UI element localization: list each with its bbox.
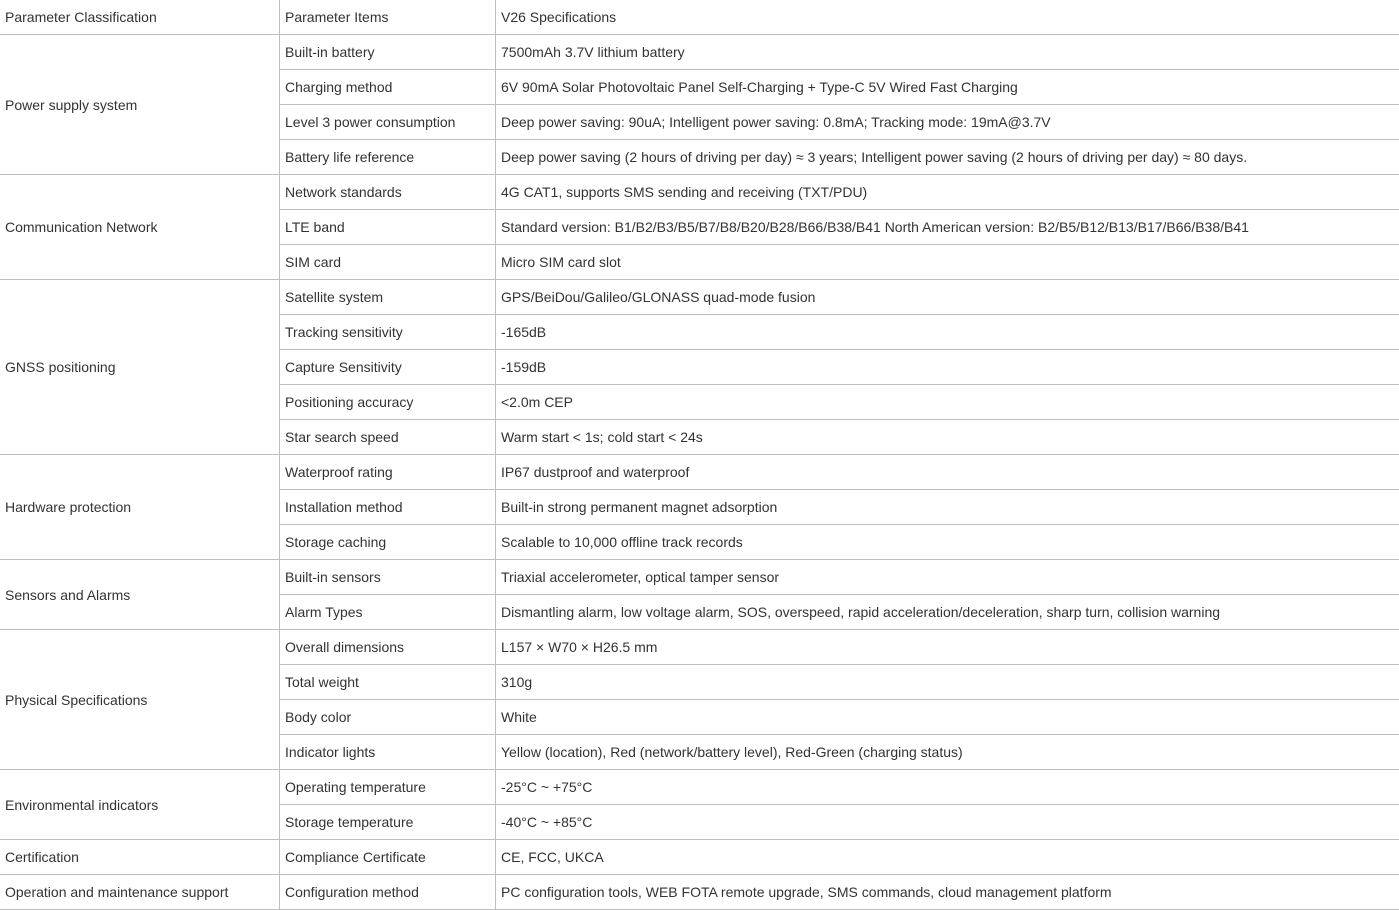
- item-cell: Network standards: [280, 175, 496, 210]
- item-cell: LTE band: [280, 210, 496, 245]
- item-cell: Indicator lights: [280, 735, 496, 770]
- item-cell: Storage temperature: [280, 805, 496, 840]
- item-cell: Star search speed: [280, 420, 496, 455]
- category-cell: GNSS positioning: [0, 280, 280, 455]
- spec-cell: 4G CAT1, supports SMS sending and receiving (TXT/PDU): [496, 175, 1399, 210]
- spec-cell: White: [496, 700, 1399, 735]
- item-cell: Alarm Types: [280, 595, 496, 630]
- spec-cell: Built-in strong permanent magnet adsorption: [496, 490, 1399, 525]
- header-items: Parameter Items: [280, 0, 496, 35]
- spec-cell: -159dB: [496, 350, 1399, 385]
- spec-cell: PC configuration tools, WEB FOTA remote upgrade, SMS commands, cloud management platform: [496, 875, 1399, 910]
- item-cell: Level 3 power consumption: [280, 105, 496, 140]
- spec-cell: IP67 dustproof and waterproof: [496, 455, 1399, 490]
- category-cell: Communication Network: [0, 175, 280, 280]
- spec-cell: Micro SIM card slot: [496, 245, 1399, 280]
- item-cell: Overall dimensions: [280, 630, 496, 665]
- spec-cell: -25°C ~ +75°C: [496, 770, 1399, 805]
- spec-cell: Scalable to 10,000 offline track records: [496, 525, 1399, 560]
- item-cell: Body color: [280, 700, 496, 735]
- table-row: [0, 875, 1399, 910]
- header-classification: Parameter Classification: [0, 0, 280, 35]
- item-cell: Waterproof rating: [280, 455, 496, 490]
- item-cell: Configuration method: [280, 875, 496, 910]
- spec-cell: 6V 90mA Solar Photovoltaic Panel Self-Charging + Type-C 5V Wired Fast Charging: [496, 70, 1399, 105]
- item-cell: Tracking sensitivity: [280, 315, 496, 350]
- table-row: [0, 280, 1399, 315]
- item-cell: Capture Sensitivity: [280, 350, 496, 385]
- spec-cell: 7500mAh 3.7V lithium battery: [496, 35, 1399, 70]
- category-cell: Physical Specifications: [0, 630, 280, 770]
- table-row: [0, 175, 1399, 210]
- item-cell: SIM card: [280, 245, 496, 280]
- item-cell: Compliance Certificate: [280, 840, 496, 875]
- category-cell: Operation and maintenance support: [0, 875, 280, 910]
- spec-cell: -165dB: [496, 315, 1399, 350]
- category-cell: Certification: [0, 840, 280, 875]
- table-row: [0, 840, 1399, 875]
- spec-cell: <2.0m CEP: [496, 385, 1399, 420]
- item-cell: Built-in battery: [280, 35, 496, 70]
- table-row: [0, 455, 1399, 490]
- table-row: [0, 560, 1399, 595]
- item-cell: Storage caching: [280, 525, 496, 560]
- item-cell: Operating temperature: [280, 770, 496, 805]
- spec-cell: Deep power saving: 90uA; Intelligent power saving: 0.8mA; Tracking mode: 19mA@3.7V: [496, 105, 1399, 140]
- spec-cell: Deep power saving (2 hours of driving per day) ≈ 3 years; Intelligent power saving (2 hours of driving per day) ≈ 80 days.: [496, 140, 1399, 175]
- spec-cell: Yellow (location), Red (network/battery level), Red-Green (charging status): [496, 735, 1399, 770]
- item-cell: Built-in sensors: [280, 560, 496, 595]
- item-cell: Charging method: [280, 70, 496, 105]
- spec-cell: Dismantling alarm, low voltage alarm, SOS, overspeed, rapid acceleration/deceleration, sharp turn, collision warning: [496, 595, 1399, 630]
- category-cell: Environmental indicators: [0, 770, 280, 840]
- spec-cell: Standard version: B1/B2/B3/B5/B7/B8/B20/B28/B66/B38/B41 North American version: B2/B5/B12/B13/B17/B66/B38/B41: [496, 210, 1399, 245]
- item-cell: Satellite system: [280, 280, 496, 315]
- table-row: [0, 770, 1399, 805]
- item-cell: Total weight: [280, 665, 496, 700]
- spec-cell: Triaxial accelerometer, optical tamper sensor: [496, 560, 1399, 595]
- table-row: [0, 630, 1399, 665]
- spec-cell: -40°C ~ +85°C: [496, 805, 1399, 840]
- spec-cell: L157 × W70 × H26.5 mm: [496, 630, 1399, 665]
- spec-cell: 310g: [496, 665, 1399, 700]
- category-cell: Hardware protection: [0, 455, 280, 560]
- category-cell: Power supply system: [0, 35, 280, 175]
- table-row: [0, 35, 1399, 70]
- item-cell: Installation method: [280, 490, 496, 525]
- spec-cell: Warm start < 1s; cold start < 24s: [496, 420, 1399, 455]
- header-row: [0, 0, 1399, 35]
- spec-cell: CE, FCC, UKCA: [496, 840, 1399, 875]
- item-cell: Positioning accuracy: [280, 385, 496, 420]
- item-cell: Battery life reference: [280, 140, 496, 175]
- header-specs: V26 Specifications: [496, 0, 1399, 35]
- category-cell: Sensors and Alarms: [0, 560, 280, 630]
- spec-cell: GPS/BeiDou/Galileo/GLONASS quad-mode fusion: [496, 280, 1399, 315]
